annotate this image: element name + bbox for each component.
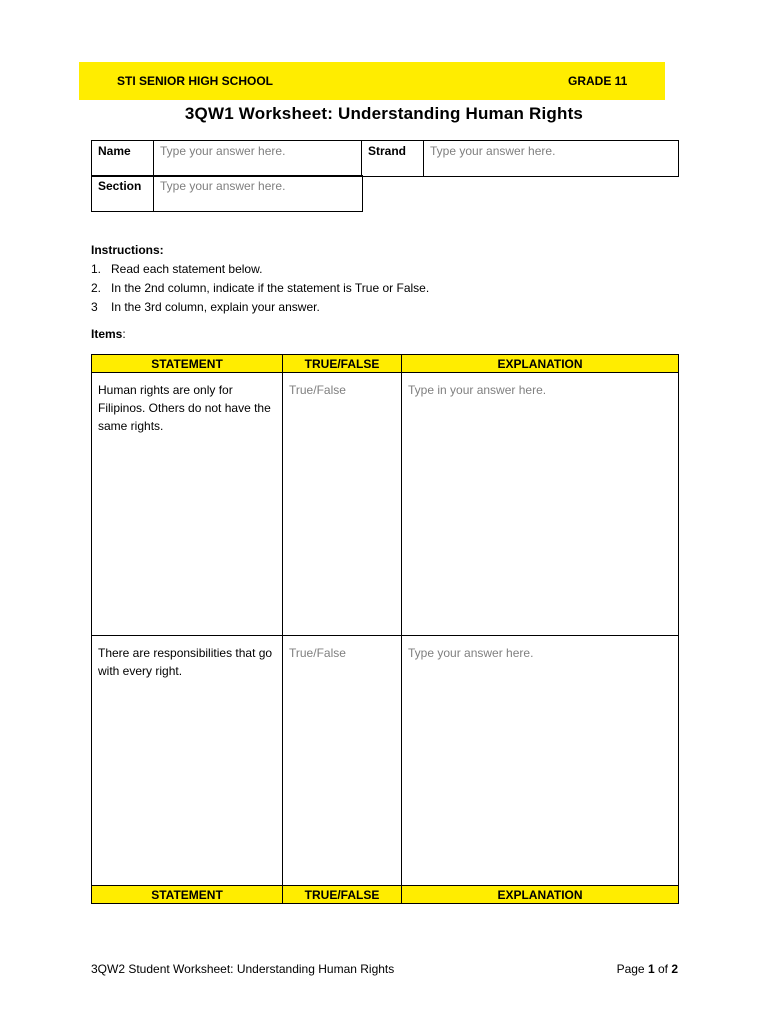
- table-footer-row: [92, 886, 679, 904]
- statement-cell: There are responsibilities that go with every right.: [92, 636, 283, 886]
- school-name: STI SENIOR HIGH SCHOOL: [117, 74, 274, 88]
- header-explanation: EXPLANATION: [402, 355, 679, 373]
- explanation-field[interactable]: Type in your answer here.: [402, 373, 679, 636]
- table-row: [92, 636, 679, 886]
- strand-label: Strand: [362, 141, 424, 177]
- school-banner: [79, 62, 665, 100]
- section-field[interactable]: Type your answer here.: [154, 176, 363, 212]
- instructions: [91, 241, 429, 317]
- explanation-field[interactable]: Type your answer here.: [402, 636, 679, 886]
- student-info-table: [91, 140, 679, 177]
- footer-explanation: EXPLANATION: [402, 886, 679, 904]
- footer-true-false: TRUE/FALSE: [283, 886, 402, 904]
- worksheet-title: 3QW1 Worksheet: Understanding Human Rights: [184, 104, 584, 123]
- footer-statement: STATEMENT: [92, 886, 283, 904]
- table-row: [92, 373, 679, 636]
- header-statement: STATEMENT: [92, 355, 283, 373]
- true-false-field[interactable]: True/False: [283, 636, 402, 886]
- section-label: Section: [92, 176, 154, 212]
- items-table: [91, 354, 679, 904]
- table-header-row: [92, 355, 679, 373]
- instruction-step: 1. Read each statement below.: [91, 262, 263, 276]
- header-true-false: TRUE/FALSE: [283, 355, 402, 373]
- footer-title: 3QW2 Student Worksheet: Understanding Human Rights: [91, 962, 395, 976]
- instruction-step: 2. In the 2nd column, indicate if the statement is True or False.: [91, 281, 430, 295]
- strand-field[interactable]: Type your answer here.: [424, 141, 679, 177]
- name-label: Name: [92, 141, 154, 177]
- page-number: Page 1 of 2: [616, 962, 678, 976]
- instruction-step: 3 In the 3rd column, explain your answer.: [91, 300, 320, 314]
- grade-level: GRADE 11: [568, 74, 628, 88]
- instructions-heading: Instructions:: [91, 243, 164, 257]
- statement-cell: Human rights are only for Filipinos. Others do not have the same rights.: [92, 373, 283, 636]
- true-false-field[interactable]: True/False: [283, 373, 402, 636]
- name-field[interactable]: Type your answer here.: [154, 141, 362, 177]
- section-info-table: [91, 175, 363, 212]
- items-label: Items:: [91, 327, 126, 341]
